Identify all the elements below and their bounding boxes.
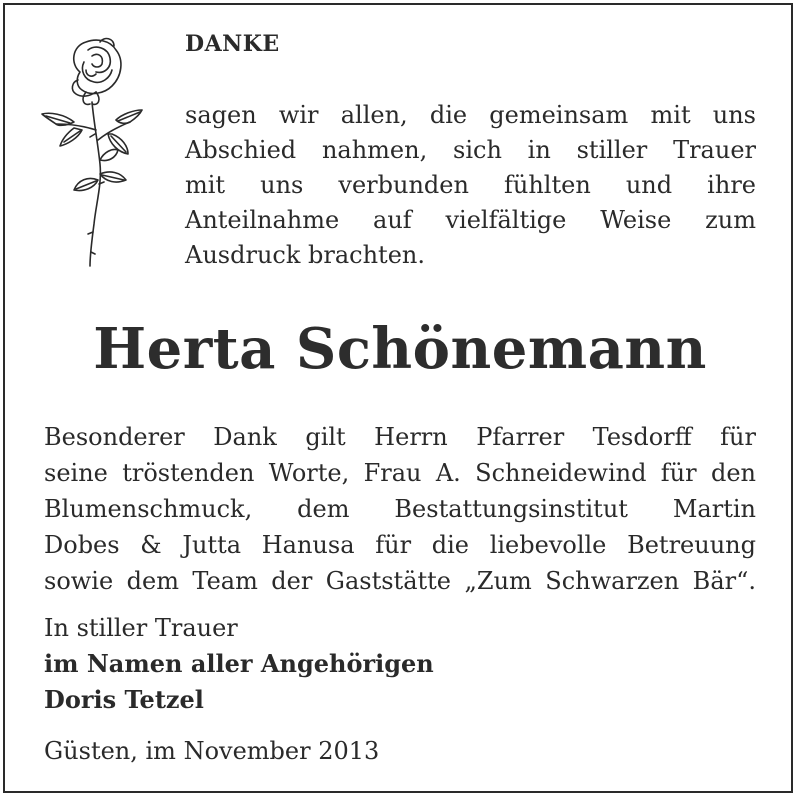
intro-paragraph xyxy=(185,98,756,273)
deceased-name: Herta Schönemann xyxy=(93,316,707,382)
special-thanks-paragraph xyxy=(44,419,756,599)
thanks-line: sowie dem Team der Gaststätte „Zum Schwarzen Bär“. xyxy=(44,567,756,595)
thanks-heading: DANKE xyxy=(185,31,280,57)
intro-line: Abschied nahmen, sich in stiller Trauer xyxy=(185,136,756,164)
thanks-line: Blumenschmuck, dem Bestattungsinstitut Martin xyxy=(44,495,756,523)
thanks-line: seine tröstenden Worte, Frau A. Schneidewind für den xyxy=(44,459,756,487)
thanks-line: Besonderer Dank gilt Herrn Pfarrer Tesdorff für xyxy=(44,423,756,451)
signature-block xyxy=(44,610,434,718)
intro-line: Anteilnahme auf vielfältige Weise zum xyxy=(185,206,756,234)
signature-name: Doris Tetzel xyxy=(44,685,204,714)
signature-relatives-line: im Namen aller Angehörigen xyxy=(44,649,434,678)
thanks-line: Dobes & Jutta Hanusa für die liebevolle Betreuung xyxy=(44,531,756,559)
rose-icon xyxy=(40,34,144,270)
place-date: Güsten, im November 2013 xyxy=(44,737,380,765)
intro-line: mit uns verbunden fühlten und ihre xyxy=(185,171,756,199)
intro-line: Ausdruck brachten. xyxy=(185,241,425,269)
intro-line: sagen wir allen, die gemeinsam mit uns xyxy=(185,101,756,129)
signature-mourning-line: In stiller Trauer xyxy=(44,614,238,642)
